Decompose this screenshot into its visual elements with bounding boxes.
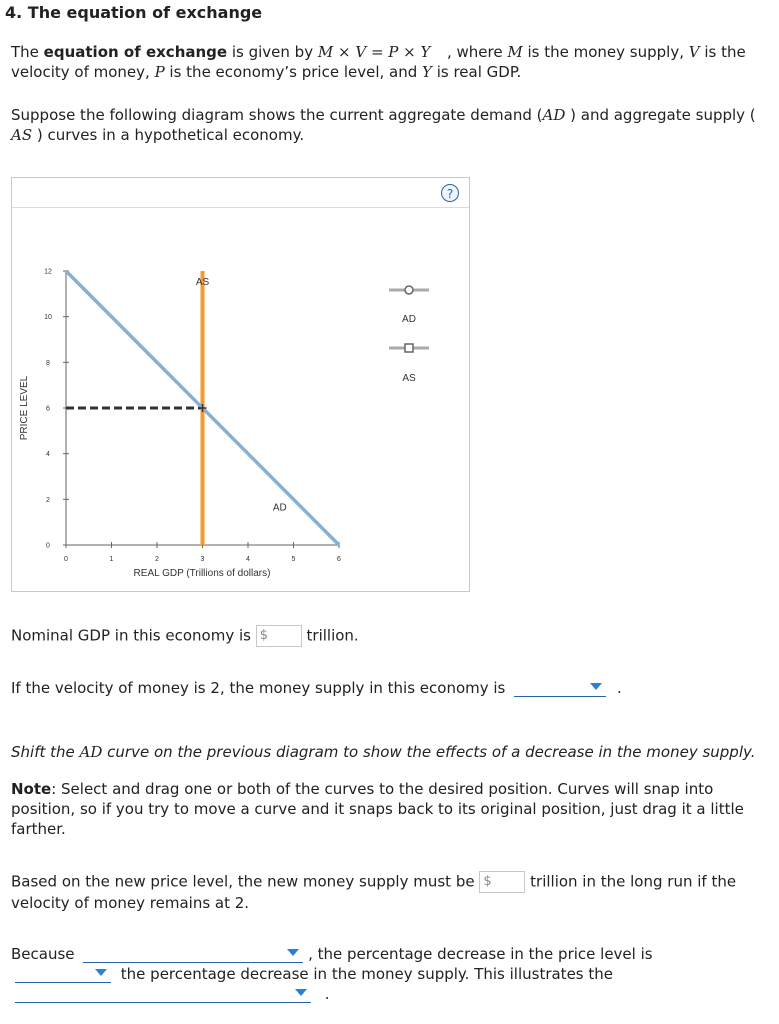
question-title: 4. The equation of exchange (5, 3, 263, 22)
var-y: Y (422, 63, 432, 81)
y-tick-label: 12 (44, 268, 52, 276)
illustrates-text: the percentage decrease in the money supply. This illustrates the (120, 965, 613, 983)
suppose-text: ) curves in a hypothetical economy. (32, 126, 305, 144)
y-tick-label: 8 (46, 359, 50, 367)
comparison-dropdown[interactable] (15, 964, 111, 983)
legend-as-label: AS (402, 373, 416, 384)
nominal-gdp-row (11, 625, 359, 647)
x-axis-label: REAL GDP (Trillions of dollars) (133, 568, 271, 579)
trillion-text: trillion. (306, 626, 359, 645)
eq-y: Y (420, 43, 431, 61)
note-text: position, so if you try to move a curve and it snaps back to its original position, just drag it a little (11, 800, 744, 818)
y-axis-label: PRICE LEVEL (19, 375, 30, 441)
nominal-gdp-text: Nominal GDP in this economy is (11, 626, 251, 645)
intro-text: , where (447, 43, 508, 61)
var-ad: AD (79, 743, 103, 761)
x-tick-label: 4 (246, 556, 250, 563)
comparison-row (15, 964, 613, 983)
intro-text: velocity of money, (11, 63, 155, 81)
intro-bold-term: equation of exchange (43, 43, 228, 61)
intro-text: is real GDP. (431, 63, 522, 81)
x-tick-label: 6 (337, 556, 341, 563)
y-tick-label: 0 (46, 542, 50, 550)
note-label: Note (11, 780, 52, 798)
intro-paragraph (11, 42, 771, 82)
var-v: V (688, 43, 700, 61)
eq-times: × (333, 43, 356, 61)
illustrates-row (15, 984, 330, 1003)
eq-m: M (317, 43, 334, 61)
ad-curve-label: AD (272, 502, 287, 514)
intro-text: is the (699, 43, 746, 61)
x-tick-label: 5 (291, 556, 296, 563)
var-ad: AD (542, 106, 566, 124)
chevron-down-icon (295, 989, 307, 996)
because-text: Because (11, 945, 75, 963)
nominal-gdp-input[interactable]: $ (256, 625, 302, 647)
graph-panel (11, 177, 470, 592)
as-curve-label: AS (195, 277, 210, 288)
legend-ad-label: AD (402, 314, 416, 325)
note-text: farther. (11, 820, 66, 838)
shift-instruction (11, 743, 755, 761)
legend-as-square-icon[interactable] (405, 344, 413, 352)
x-tick-label: 1 (109, 556, 114, 563)
chevron-down-icon (287, 949, 299, 956)
y-tick-label: 2 (46, 496, 50, 504)
eq-p: P (388, 43, 399, 61)
money-supply-text: If the velocity of money is 2, the money supply in this economy is (11, 679, 506, 697)
x-tick-label: 0 (64, 556, 68, 563)
y-tick-label: 4 (46, 451, 50, 459)
new-money-supply-text: trillion in the long run if the (530, 872, 737, 891)
new-money-supply-input[interactable]: $ (479, 871, 525, 893)
new-money-supply-text: Based on the new price level, the new money supply must be (11, 872, 475, 891)
suppose-text: ) and aggregate supply ( (565, 106, 756, 124)
note-text: : Select and drag one or both of the curves to the desired position. Curves will snap into (51, 780, 714, 798)
x-tick-label: 2 (155, 556, 159, 563)
suppose-paragraph (11, 105, 776, 145)
eq-v: V (355, 43, 367, 61)
illustrates-dropdown[interactable] (15, 984, 311, 1003)
chevron-down-icon (590, 683, 602, 690)
price-level-text: , the percentage decrease in the price level is (308, 945, 653, 963)
legend-ad-circle-icon[interactable] (405, 286, 413, 294)
x-tick-label: 3 (200, 556, 205, 563)
note-paragraph (11, 779, 771, 839)
money-supply-dropdown[interactable] (514, 678, 606, 697)
eq-equals: = (366, 43, 389, 61)
help-icon[interactable]: ? (441, 184, 459, 202)
y-tick-label: 6 (46, 405, 50, 413)
y-tick-label: 10 (44, 314, 52, 322)
suppose-text: Suppose the following diagram shows the current aggregate demand ( (11, 106, 543, 124)
var-p: P (154, 63, 165, 81)
intro-text: is the economy’s price level, and (164, 63, 423, 81)
money-supply-row (11, 678, 622, 697)
new-money-supply-row (11, 871, 771, 913)
period-text: . (616, 679, 622, 697)
because-row (11, 944, 653, 963)
chevron-down-icon (95, 969, 107, 976)
var-as: AS (11, 126, 33, 144)
intro-text: The (11, 43, 44, 61)
eq-times: × (398, 43, 421, 61)
shift-text: Shift the (11, 743, 80, 761)
var-m: M (507, 43, 523, 61)
intro-text: is given by (227, 43, 318, 61)
velocity-text: velocity of money remains at 2. (11, 894, 250, 912)
ad-as-chart (12, 178, 469, 591)
period-text: . (324, 985, 330, 1003)
shift-text: curve on the previous diagram to show the effects of a decrease in the money supply. (102, 743, 756, 761)
because-dropdown[interactable] (83, 944, 303, 963)
intro-text: is the money supply, (522, 43, 689, 61)
